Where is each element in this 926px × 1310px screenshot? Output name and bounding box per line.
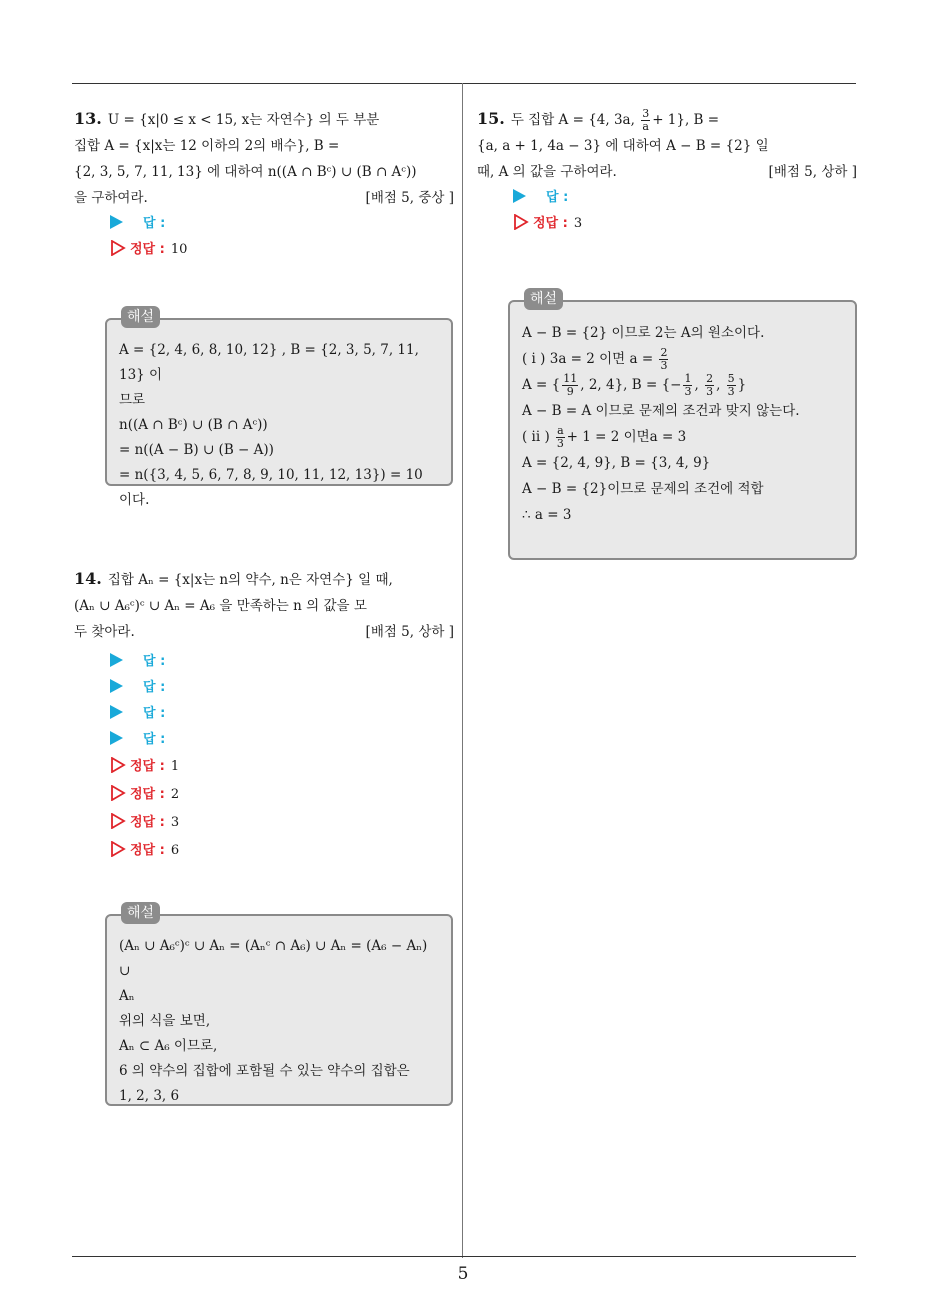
fraction: $\frac{5}{3}$ — [727, 372, 735, 398]
correct-answer: 정답 : 10 — [110, 237, 454, 263]
score-meta: [배점 5, 중상 ] — [365, 190, 454, 206]
play-icon — [110, 653, 123, 667]
explanation-tag: 해설 — [121, 306, 160, 328]
question-13-text: 13. U = {x|0 ≤ x < 15, x는 자연수} 의 두 부분 집합 A = {x|x는 12 이하의 2의 배수}, B = {2, 3, 5, 7, 11, 13} 에 대하여 n((A ∩ Bᶜ) ∪ (B ∩ Aᶜ)) 을 구하여라. [배점 5, 중상 ] — [74, 106, 454, 211]
question-number: 13. — [74, 109, 102, 128]
play-outline-icon — [110, 240, 126, 256]
score-meta: [배점 5, 상하 ] — [365, 624, 454, 640]
top-rule — [72, 83, 856, 84]
question-14 — [74, 566, 454, 865]
play-icon — [110, 679, 123, 693]
play-outline-icon — [110, 813, 126, 829]
answer-line[interactable]: 답 : — [110, 727, 454, 753]
play-icon — [110, 705, 123, 719]
question-number: 15. — [477, 109, 505, 128]
fraction: $\frac{11}{9}$ — [563, 372, 578, 398]
fraction: $\frac{1}{3}$ — [684, 372, 692, 398]
fraction: $\frac{2}{3}$ — [660, 346, 668, 372]
fraction: $\frac{a}{3}$ — [556, 424, 564, 450]
correct-answer: 정답 : 3 — [513, 211, 857, 237]
correct-answer: 정답 : 1 — [110, 753, 454, 781]
question-14-text: 14. 집합 Aₙ = {x|x는 n의 약수, n은 자연수} 일 때, (Aₙ ∪ A₆ᶜ)ᶜ ∪ Aₙ = A₆ 을 만족하는 n 의 값을 모 두 찾아라. [배점 5, 상하 ] — [74, 566, 454, 645]
answer-line[interactable]: 답 : — [110, 701, 454, 727]
question-13 — [74, 106, 454, 263]
explanation-box-13: 해설 A = {2, 4, 6, 8, 10, 12} , B = {2, 3, 5, 7, 11, 13} 이 므로 n((A ∩ Bᶜ) ∪ (B ∩ Aᶜ)) = n((A − B) ∪ (B − A)) = n({3, 4, 5, 6, 7, 8, 9, 10, 11, 12, 13}) = 10 이다. — [105, 318, 453, 486]
question-15-text: 15. 두 집합 A = {4, 3a, $\frac{3}{a}$ + 1}, B = {a, a + 1, 4a − 3} 에 대하여 A − B = {2} 일 때, A 의 값을 구하여라. [배점 5, 상하 ] — [477, 106, 857, 185]
explanation-tag: 해설 — [121, 902, 160, 924]
play-icon — [110, 215, 123, 229]
explanation-box-15: 해설 A − B = {2} 이므로 2는 A의 원소이다. ( i ) 3a = 2 이면 a = $\frac{2}{3}$ A = { $\frac{11}{9}$ , 2, 4}, B = {− $\frac{1}{3}$ , $\frac{2}{3}$ , $\frac{5}{3}$ } A − B = A 이므로 문제의 조건과 맞지 않는다. ( ii ) $\frac{a}{3}$ + 1 = 2 이면a = 3 A = {2, 4, 9}, B = {3, 4, 9} A − B = {2}이므로 문제의 조건에 적합 ∴ a = 3 — [508, 300, 857, 560]
page-number: 5 — [457, 1264, 469, 1284]
fraction: $\frac{3}{a}$ — [642, 107, 650, 133]
play-outline-icon — [110, 757, 126, 773]
correct-answer: 정답 : 3 — [110, 809, 454, 837]
play-outline-icon — [513, 214, 529, 230]
explanation-box-14: 해설 (Aₙ ∪ A₆ᶜ)ᶜ ∪ Aₙ = (Aₙᶜ ∩ A₆) ∪ Aₙ = (A₆ − Aₙ) ∪ Aₙ 위의 식을 보면, Aₙ ⊂ A₆ 이므로, 6 의 약수의 집합에 포함될 수 있는 약수의 집합은 1, 2, 3, 6 — [105, 914, 453, 1106]
question-number: 14. — [74, 569, 102, 588]
explanation-tag: 해설 — [524, 288, 563, 310]
column-divider — [462, 83, 463, 1258]
answer-line[interactable]: 답 : — [110, 649, 454, 675]
play-icon — [513, 189, 526, 203]
answer-line[interactable]: 답 : — [110, 675, 454, 701]
score-meta: [배점 5, 상하 ] — [768, 164, 857, 180]
correct-answer: 정답 : 2 — [110, 781, 454, 809]
play-outline-icon — [110, 841, 126, 857]
play-icon — [110, 731, 123, 745]
answer-line[interactable]: 답 : — [513, 185, 857, 211]
question-15 — [477, 106, 857, 237]
play-outline-icon — [110, 785, 126, 801]
correct-answer: 정답 : 6 — [110, 837, 454, 865]
fraction: $\frac{2}{3}$ — [706, 372, 714, 398]
answer-line[interactable]: 답 : — [110, 211, 454, 237]
bottom-rule — [72, 1256, 856, 1257]
